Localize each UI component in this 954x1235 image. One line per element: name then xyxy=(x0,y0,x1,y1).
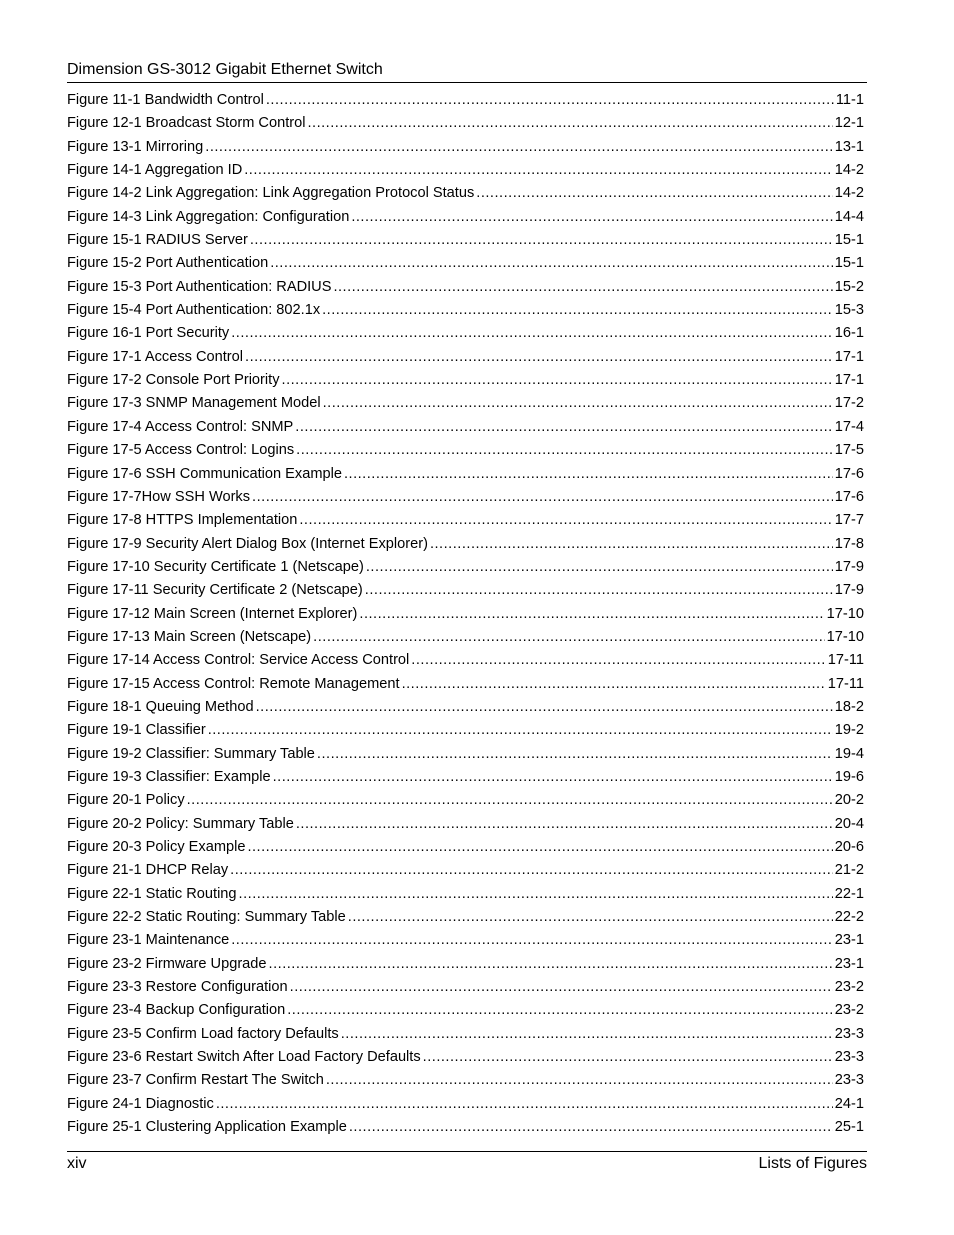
toc-entry-page: 20-2 xyxy=(834,792,864,809)
toc-entry[interactable] xyxy=(67,509,864,532)
toc-entry[interactable] xyxy=(67,766,864,789)
toc-entry[interactable] xyxy=(67,439,864,462)
toc-entry-page: 19-2 xyxy=(834,722,864,739)
toc-entry[interactable] xyxy=(67,579,864,602)
toc-entry-title: Figure 17-7How SSH Works xyxy=(67,488,251,505)
toc-entry-page: 15-2 xyxy=(834,278,864,295)
toc-entry-page: 11-1 xyxy=(835,92,864,108)
toc-entry-page: 13-1 xyxy=(834,138,864,155)
toc-entry-page: 17-5 xyxy=(834,442,864,459)
toc-leader-dots xyxy=(266,89,834,112)
toc-entry[interactable] xyxy=(67,206,864,229)
toc-entry-title: Figure 17-14 Access Control: Service Access Control xyxy=(67,652,410,669)
toc-entry-page: 12-1 xyxy=(834,115,864,132)
toc-entry-title: Figure 14-3 Link Aggregation: Configuration xyxy=(67,208,350,225)
toc-entry[interactable] xyxy=(67,346,864,369)
toc-entry-title: Figure 17-1 Access Control xyxy=(67,348,244,365)
toc-entry-title: Figure 23-1 Maintenance xyxy=(67,932,230,949)
toc-entry[interactable] xyxy=(67,906,864,929)
toc-leader-dots xyxy=(287,999,833,1022)
toc-leader-dots xyxy=(348,906,833,929)
toc-entry-page: 17-9 xyxy=(834,558,864,575)
toc-entry-page: 18-2 xyxy=(834,698,864,715)
toc-entry-title: Figure 14-1 Aggregation ID xyxy=(67,162,243,179)
toc-entry-page: 17-7 xyxy=(834,512,864,529)
toc-entry[interactable] xyxy=(67,299,864,322)
toc-entry-title: Figure 17-10 Security Certificate 1 (Netscape) xyxy=(67,558,364,575)
toc-entry-title: Figure 15-1 RADIUS Server xyxy=(67,232,248,249)
toc-entry[interactable] xyxy=(67,836,864,859)
toc-entry[interactable] xyxy=(67,929,864,952)
toc-leader-dots xyxy=(322,299,833,322)
toc-leader-dots xyxy=(307,112,832,135)
toc-entry-page: 17-2 xyxy=(834,395,864,412)
toc-leader-dots xyxy=(333,276,832,299)
toc-leader-dots xyxy=(366,556,833,579)
toc-entry[interactable] xyxy=(67,696,864,719)
toc-entry[interactable] xyxy=(67,999,864,1022)
toc-entry-page: 17-8 xyxy=(834,535,864,552)
toc-entry[interactable] xyxy=(67,486,864,509)
toc-entry[interactable] xyxy=(67,649,864,672)
toc-entry-title: Figure 23-5 Confirm Load factory Defaults xyxy=(67,1025,339,1042)
toc-entry[interactable] xyxy=(67,976,864,999)
toc-entry[interactable] xyxy=(67,229,864,252)
toc-entry-title: Figure 15-3 Port Authentication: RADIUS xyxy=(67,278,332,295)
toc-entry-title: Figure 16-1 Port Security xyxy=(67,325,230,342)
toc-leader-dots xyxy=(411,649,825,672)
toc-entry[interactable] xyxy=(67,789,864,812)
toc-leader-dots xyxy=(341,1023,833,1046)
toc-entry-title: Figure 17-9 Security Alert Dialog Box (Internet Explorer) xyxy=(67,535,428,552)
toc-leader-dots xyxy=(216,1093,833,1116)
list-of-figures xyxy=(67,89,864,1139)
toc-entry-page: 17-11 xyxy=(827,675,864,692)
toc-entry-title: Figure 20-3 Policy Example xyxy=(67,839,246,855)
toc-entry-page: 17-10 xyxy=(826,628,864,645)
toc-entry-page: 20-6 xyxy=(834,839,864,855)
toc-entry-page: 23-2 xyxy=(834,979,864,996)
toc-entry[interactable] xyxy=(67,1046,864,1069)
toc-leader-dots xyxy=(269,953,833,976)
toc-entry-title: Figure 23-3 Restore Configuration xyxy=(67,979,288,996)
toc-entry[interactable] xyxy=(67,626,864,649)
toc-entry[interactable] xyxy=(67,112,864,135)
toc-entry-title: Figure 18-1 Queuing Method xyxy=(67,698,254,715)
toc-leader-dots xyxy=(344,463,833,486)
toc-leader-dots xyxy=(231,929,833,952)
toc-entry-title: Figure 23-4 Backup Configuration xyxy=(67,1002,286,1019)
toc-entry-title: Figure 17-13 Main Screen (Netscape) xyxy=(67,628,312,645)
toc-entry-page: 17-6 xyxy=(834,488,864,505)
toc-entry[interactable] xyxy=(67,1069,864,1092)
toc-entry-page: 23-3 xyxy=(834,1072,864,1089)
toc-entry-page: 23-1 xyxy=(834,932,864,949)
toc-entry[interactable] xyxy=(67,743,864,766)
toc-leader-dots xyxy=(295,416,832,439)
toc-entry[interactable] xyxy=(67,673,864,696)
toc-entry-title: Figure 24-1 Diagnostic xyxy=(67,1095,214,1112)
toc-entry[interactable] xyxy=(67,719,864,742)
document-title: Dimension GS-3012 Gigabit Ethernet Switch xyxy=(67,61,383,78)
toc-entry[interactable] xyxy=(67,556,864,579)
toc-entry-title: Figure 11-1 Bandwidth Control xyxy=(67,92,264,108)
toc-entry-title: Figure 15-4 Port Authentication: 802.1x xyxy=(67,302,321,319)
toc-entry-page: 17-6 xyxy=(834,465,864,482)
toc-entry[interactable] xyxy=(67,1116,864,1139)
toc-entry-title: Figure 23-7 Confirm Restart The Switch xyxy=(67,1072,324,1089)
toc-leader-dots xyxy=(187,789,833,812)
toc-entry[interactable] xyxy=(67,1023,864,1046)
section-name: Lists of Figures xyxy=(758,1155,867,1172)
toc-leader-dots xyxy=(323,392,833,415)
toc-entry[interactable] xyxy=(67,953,864,976)
toc-entry-title: Figure 17-12 Main Screen (Internet Explorer) xyxy=(67,605,358,622)
toc-entry-page: 23-1 xyxy=(834,955,864,972)
toc-entry-title: Figure 19-2 Classifier: Summary Table xyxy=(67,745,315,762)
toc-entry-title: Figure 20-1 Policy xyxy=(67,792,185,809)
toc-entry-page: 17-4 xyxy=(834,418,864,435)
toc-entry-title: Figure 14-2 Link Aggregation: Link Aggregation Protocol Status xyxy=(67,185,475,202)
toc-leader-dots xyxy=(290,976,833,999)
toc-leader-dots xyxy=(326,1069,833,1092)
toc-entry-page: 17-1 xyxy=(834,348,864,365)
toc-entry-page: 15-1 xyxy=(834,232,864,249)
toc-leader-dots xyxy=(282,369,833,392)
toc-entry[interactable] xyxy=(67,416,864,439)
toc-entry[interactable] xyxy=(67,159,864,182)
toc-entry-title: Figure 17-11 Security Certificate 2 (Netscape) xyxy=(67,582,363,599)
toc-leader-dots xyxy=(252,486,833,509)
toc-entry[interactable] xyxy=(67,463,864,486)
toc-entry-page: 24-1 xyxy=(834,1095,864,1112)
toc-leader-dots xyxy=(402,673,826,696)
toc-entry-page: 14-2 xyxy=(834,185,864,202)
toc-entry-page: 17-9 xyxy=(834,582,864,599)
toc-entry-page: 15-3 xyxy=(834,302,864,319)
toc-entry-title: Figure 17-6 SSH Communication Example xyxy=(67,465,342,482)
toc-entry[interactable] xyxy=(67,322,864,345)
toc-entry-title: Figure 17-8 HTTPS Implementation xyxy=(67,512,298,529)
toc-entry-page: 23-3 xyxy=(834,1049,864,1066)
toc-leader-dots xyxy=(351,206,832,229)
page-footer xyxy=(67,1151,867,1174)
toc-entry-title: Figure 15-2 Port Authentication xyxy=(67,255,269,272)
toc-entry-page: 22-2 xyxy=(834,909,864,926)
toc-entry-page: 23-3 xyxy=(834,1025,864,1042)
toc-leader-dots xyxy=(476,182,833,205)
toc-leader-dots xyxy=(359,603,824,626)
toc-entry-page: 21-2 xyxy=(834,862,864,879)
toc-entry-page: 25-1 xyxy=(834,1119,864,1136)
toc-entry-page: 17-1 xyxy=(834,372,864,389)
toc-entry[interactable] xyxy=(67,252,864,275)
toc-entry[interactable] xyxy=(67,276,864,299)
toc-leader-dots xyxy=(245,346,833,369)
toc-leader-dots xyxy=(365,579,833,602)
toc-leader-dots xyxy=(256,696,833,719)
toc-entry-title: Figure 17-4 Access Control: SNMP xyxy=(67,418,294,435)
toc-entry[interactable] xyxy=(67,369,864,392)
toc-entry[interactable] xyxy=(67,859,864,882)
toc-entry[interactable] xyxy=(67,883,864,906)
toc-entry[interactable] xyxy=(67,89,864,112)
toc-leader-dots xyxy=(296,439,833,462)
toc-entry-page: 15-1 xyxy=(834,255,864,272)
toc-entry[interactable] xyxy=(67,392,864,415)
toc-entry-page: 22-1 xyxy=(834,885,864,902)
toc-entry-title: Figure 19-3 Classifier: Example xyxy=(67,768,271,785)
toc-entry-page: 23-2 xyxy=(834,1002,864,1019)
toc-entry-page: 17-11 xyxy=(827,652,864,669)
toc-leader-dots xyxy=(247,836,832,859)
toc-entry[interactable] xyxy=(67,813,864,836)
toc-leader-dots xyxy=(273,766,833,789)
toc-leader-dots xyxy=(349,1116,833,1139)
toc-entry-title: Figure 12-1 Broadcast Storm Control xyxy=(67,115,306,132)
toc-entry[interactable] xyxy=(67,603,864,626)
toc-leader-dots xyxy=(244,159,833,182)
toc-entry-page: 16-1 xyxy=(834,325,864,342)
toc-entry-title: Figure 13-1 Mirroring xyxy=(67,138,204,155)
toc-entry-page: 19-6 xyxy=(834,768,864,785)
toc-entry-page: 14-4 xyxy=(834,208,864,225)
toc-entry-title: Figure 19-1 Classifier xyxy=(67,722,206,739)
toc-leader-dots xyxy=(270,252,833,275)
toc-leader-dots xyxy=(250,229,833,252)
toc-entry[interactable] xyxy=(67,1093,864,1116)
toc-leader-dots xyxy=(231,322,833,345)
toc-leader-dots xyxy=(317,743,833,766)
toc-entry-title: Figure 23-2 Firmware Upgrade xyxy=(67,955,267,972)
toc-leader-dots xyxy=(299,509,832,532)
toc-entry[interactable] xyxy=(67,136,864,159)
page-header xyxy=(67,60,867,83)
toc-entry[interactable] xyxy=(67,533,864,556)
toc-entry-page: 19-4 xyxy=(834,745,864,762)
toc-leader-dots xyxy=(205,136,833,159)
toc-entry-page: 14-2 xyxy=(834,162,864,179)
toc-entry-title: Figure 22-2 Static Routing: Summary Table xyxy=(67,909,346,926)
toc-entry-title: Figure 20-2 Policy: Summary Table xyxy=(67,815,294,832)
toc-entry-title: Figure 17-3 SNMP Management Model xyxy=(67,395,321,412)
toc-leader-dots xyxy=(430,533,833,556)
toc-entry-page: 17-10 xyxy=(826,605,864,622)
toc-entry-title: Figure 22-1 Static Routing xyxy=(67,885,237,902)
toc-leader-dots xyxy=(296,813,833,836)
toc-entry-title: Figure 21-1 DHCP Relay xyxy=(67,862,229,879)
toc-leader-dots xyxy=(208,719,833,742)
toc-entry-page: 20-4 xyxy=(834,815,864,832)
toc-leader-dots xyxy=(239,883,833,906)
toc-entry-title: Figure 17-15 Access Control: Remote Management xyxy=(67,675,400,692)
toc-leader-dots xyxy=(313,626,825,649)
toc-entry-title: Figure 17-2 Console Port Priority xyxy=(67,372,280,389)
toc-entry[interactable] xyxy=(67,182,864,205)
toc-entry-title: Figure 25-1 Clustering Application Example xyxy=(67,1119,347,1136)
toc-entry-title: Figure 17-5 Access Control: Logins xyxy=(67,442,295,459)
toc-leader-dots xyxy=(423,1046,833,1069)
toc-leader-dots xyxy=(230,859,833,882)
page-number: xiv xyxy=(67,1155,87,1172)
toc-entry-title: Figure 23-6 Restart Switch After Load Factory Defaults xyxy=(67,1049,421,1066)
